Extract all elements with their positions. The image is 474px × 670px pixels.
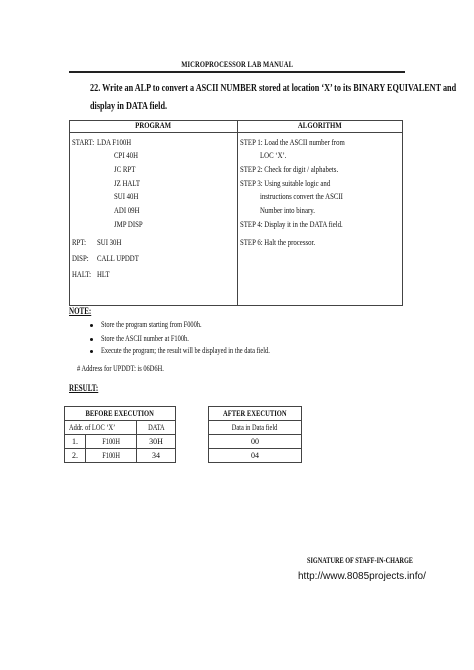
program-instruction: JMP DISP	[114, 219, 143, 229]
table-row-data: 30H	[137, 435, 176, 449]
before-execution-table	[64, 406, 176, 463]
algorithm-step: STEP 1: Load the ASCII number from	[240, 137, 345, 147]
program-label: DISP:	[72, 253, 89, 263]
program-instruction: JC RPT	[114, 164, 136, 174]
table-row-data: 04	[209, 449, 302, 463]
question-line-2: display in DATA field.	[90, 101, 168, 112]
question-text	[90, 80, 456, 116]
algorithm-step: Number into binary.	[260, 205, 315, 215]
algorithm-step: instructions convert the ASCII	[260, 191, 343, 201]
table-row-data: 34	[137, 449, 176, 463]
bullet-icon	[90, 350, 93, 353]
table-row-num: 2.	[65, 449, 86, 463]
program-cell	[70, 133, 238, 306]
website-url[interactable]: http://www.8085projects.info/	[298, 571, 426, 582]
note-bullet: Store the ASCII number at F100h.	[101, 334, 189, 343]
table-row-addr: F100H	[86, 449, 137, 463]
algorithm-step: STEP 2: Check for digit / alphabets.	[240, 164, 339, 174]
program-label: HALT:	[72, 269, 92, 279]
after-execution-table	[208, 406, 302, 463]
result-heading: RESULT:	[69, 383, 99, 393]
header-text: MICROPROCESSOR LAB MANUAL	[181, 60, 293, 69]
program-instruction: CPI 40H	[114, 150, 138, 160]
header-rule	[69, 71, 405, 73]
bullet-icon	[90, 324, 93, 327]
bullet-icon	[90, 338, 93, 341]
before-addr-header: Addr. of LOC ‘X’	[65, 421, 137, 435]
table-row-addr: F100H	[86, 435, 137, 449]
note-bullet: Store the program starting from F000h.	[101, 320, 202, 329]
algorithm-step: STEP 3: Using suitable logic and	[240, 178, 331, 188]
note-heading: NOTE:	[69, 306, 92, 316]
table-row-num: 1.	[65, 435, 86, 449]
table-row-data: 00	[209, 435, 302, 449]
signature-label: SIGNATURE OF STAFF-IN-CHARGE	[307, 556, 413, 565]
program-algorithm-table	[69, 120, 403, 306]
before-title: BEFORE EXECUTION	[65, 407, 176, 421]
after-title: AFTER EXECUTION	[209, 407, 302, 421]
address-note: # Address for UPDDT: is 06D6H.	[77, 364, 164, 373]
program-instruction: LDA F100H	[97, 137, 132, 147]
program-instruction: ADI 09H	[114, 205, 140, 215]
program-instruction: CALL UPDDT	[97, 253, 139, 263]
program-label: START:	[72, 137, 95, 147]
program-label: RPT:	[72, 237, 87, 247]
program-instruction: HLT	[97, 269, 110, 279]
after-data-header: Data in Data field	[209, 421, 302, 435]
algorithm-step: STEP 6: Halt the processor.	[240, 237, 316, 247]
program-instruction: SUI 40H	[114, 191, 139, 201]
question-line-1: 22. Write an ALP to convert a ASCII NUMBER stored at location ‘X’ to its BINARY EQUIVALENT and	[90, 83, 457, 94]
algorithm-cell	[238, 133, 403, 306]
algorithm-column-header: ALGORITHM	[238, 121, 403, 133]
algorithm-step: LOC ‘X’.	[260, 150, 287, 160]
program-instruction: SUI 30H	[97, 237, 122, 247]
program-column-header: PROGRAM	[70, 121, 238, 133]
algorithm-step: STEP 4: Display it in the DATA field.	[240, 219, 343, 229]
before-data-header: DATA	[137, 421, 176, 435]
page-header	[0, 60, 474, 69]
program-instruction: JZ HALT	[114, 178, 141, 188]
note-bullet: Execute the program; the result will be displayed in the data field.	[101, 346, 270, 355]
